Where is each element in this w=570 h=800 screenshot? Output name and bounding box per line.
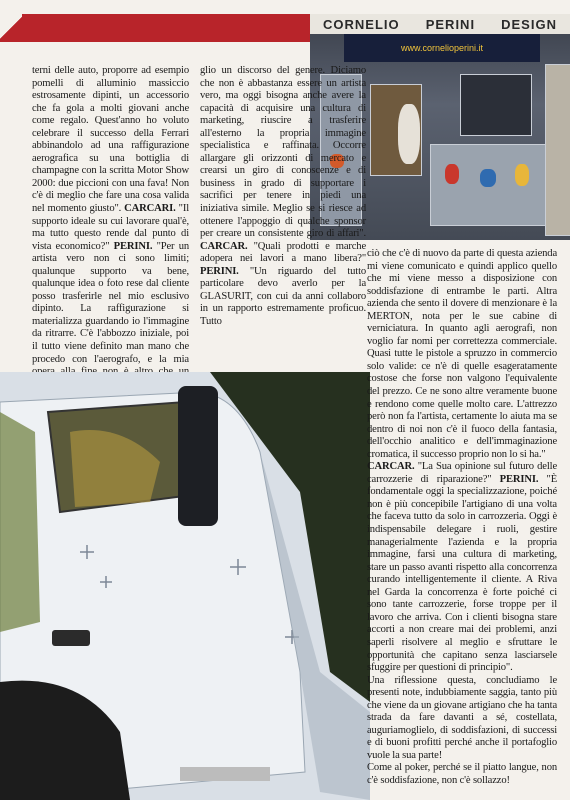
col2-perini-label: PERINI. <box>200 265 239 277</box>
col1-perini-label: PERINI. <box>113 240 153 252</box>
col1-paragraph-1: terni delle auto, proporre ad esempio pomelli di alluminio massiccio estrosamente dipinti, un accessorio che fa gola a molti giovani anche come regalo. Quest'anno ho voluto celebrare il successo della Ferrari abbinandolo ad una raffigurazione aerografica su una bottiglia di champagne con la scritta Motor Show 2000: due piccioni con una fava! Non c'è di meglio che fare una cosa valida nel momento giusto". <box>32 65 189 215</box>
truck-illustration <box>0 372 370 800</box>
col3-paragraph-4: Una riflessione questa, concludiamo le presenti note, indubbiamente saggia, tanto più che viene da un giovane artigiano che ha tanta strada da fare davanti a sé, costellata, auguriamoglielo, di soddisfazioni, di successi e di buoni profitti perché anche il portafoglio vuole la sua parte! <box>367 674 557 761</box>
col2-paragraph-2: "Quali prodotti e marche adopera nei lavori a mano libera?" <box>200 240 367 265</box>
display-screen <box>460 74 532 136</box>
col3-carcar-label: CARCAR. <box>367 461 415 473</box>
col2-paragraph-3: "Un riguardo del tutto particolare devo averlo per la GLASURIT, con cui da anni collaboro in un rapporto estremamente proficuo. Tutto <box>200 265 367 327</box>
sign-word-2: PERINI <box>425 16 476 32</box>
col2-paragraph-1: glio un discorso del genere. Diciamo che non è abbastanza essere un artista vero, ma oggi bisogna anche avere la capacità di acquisire una cultura di marketing, riuscire a trasferire all'esterno la propria immagine specialistica e raffinata. Occorre allargare gli orizzonti di mercato e crearsi un giro di conoscenze e di business in grado di supportare i sacrifici per tenere in piedi una iniziativa simile. Meglio se si riesce ad ottenere l'appoggio di qualche sponsor per creare un consistente giro di affari". <box>200 65 366 240</box>
col3-perini-label: PERINI. <box>499 473 539 485</box>
col1-paragraph-2: "Il supporto ideale su cui lavorare qual'è, ma tutto questo rende dal punto di vista economico?" <box>32 203 190 252</box>
col1-carcar-label: CARCARI. <box>124 203 176 215</box>
text-column-3 <box>367 248 557 788</box>
shop-sign <box>310 14 570 34</box>
truck-photo <box>0 372 370 800</box>
side-mirror <box>178 386 218 526</box>
col1-paragraph-3: "Per un artista vero non ci sono limiti; qualunque supporto va bene, qualunque idea o foto rese dal cliente posso trasferirle nel mio esclusivo dipinto. La raffigurazione si materializza guardando io l'immagine da ritrarre. C'è l'abbozzo iniziale, poi il tutto viene definito man mano che procedo con l'aerografo, e la mia <box>32 240 189 365</box>
sign-word-3: DESIGN <box>501 16 557 32</box>
col3-paragraph-5: Come al poker, perché se il piatto langue, non c'è soddisfazione, non c'è sollazzo! <box>367 762 557 786</box>
airbrush-art <box>0 412 40 632</box>
col2-carcar-label: CARCAR. <box>200 240 248 252</box>
door-handle <box>52 630 90 646</box>
yellow-item <box>515 164 529 186</box>
right-wall-frames <box>545 64 570 236</box>
person-figure <box>398 104 420 164</box>
col3-paragraph-3: "È fondamentale oggi la specializzazione, poiché non è più concepibile l'artigiano di una volta che faceva tutto da solo in carrozzeria. Oggi è indispensabile delegare i ruoli, gestire managerialmente l'azienda e la propria immagine, farsi una cultura di marketing, stare un passo avanti rispetto alla concorrenza curando intelligentemente il cliente. A Riva nel Garda la concorrenza è forte poiché ci sono tante carrozzerie, forse troppe per il lavoro che arriva. Con i clienti bisogna stare accorti a non creare mai dei problemi, anzi saperli risolvere al meglio e sfruttare le opportunità che capitano senza lasciarsele sfuggire per questioni di principio". <box>367 473 558 674</box>
blue-item <box>480 169 496 187</box>
header-red-band <box>0 14 310 42</box>
sign-word-1: CORNELIO <box>323 16 400 32</box>
col3-paragraph-1: ciò che c'è di nuovo da parte di questa azienda mi viene comunicato e quindi applico quello che mi viene messo a disposizione con soddisfazione di entrambe le parti. Altra azienda che sento il dovere di menzionare è la MERTON, nota per le sue cabine di verniciatura. In quanto agli aerografi, non voglio far nomi per correttezza commerciale. Quasi tutte le pistole a spruzzo in commercio solo valide: ce n'è di quelle esageratamente costose che forse non valgono l'equivalente del prezzo. Ce ne sono altre veramente buone e rendono come quelle molto care. L'attrezzo però non fa l'artista, certamente lo aiuta ma se dentro di noi non c'è il fuoco della fantasia, dell'occhio analitico e dell'immaginazione cromatica, il successo proprio non lo si ha." <box>367 248 557 460</box>
text-column-2 <box>200 65 366 328</box>
shop-url-banner: www.cornelioperini.it <box>344 34 540 62</box>
red-item <box>445 164 459 184</box>
col3-paragraph-2: "La Sua opinione sul futuro delle carrozzerie di riparazione?" <box>367 461 558 485</box>
